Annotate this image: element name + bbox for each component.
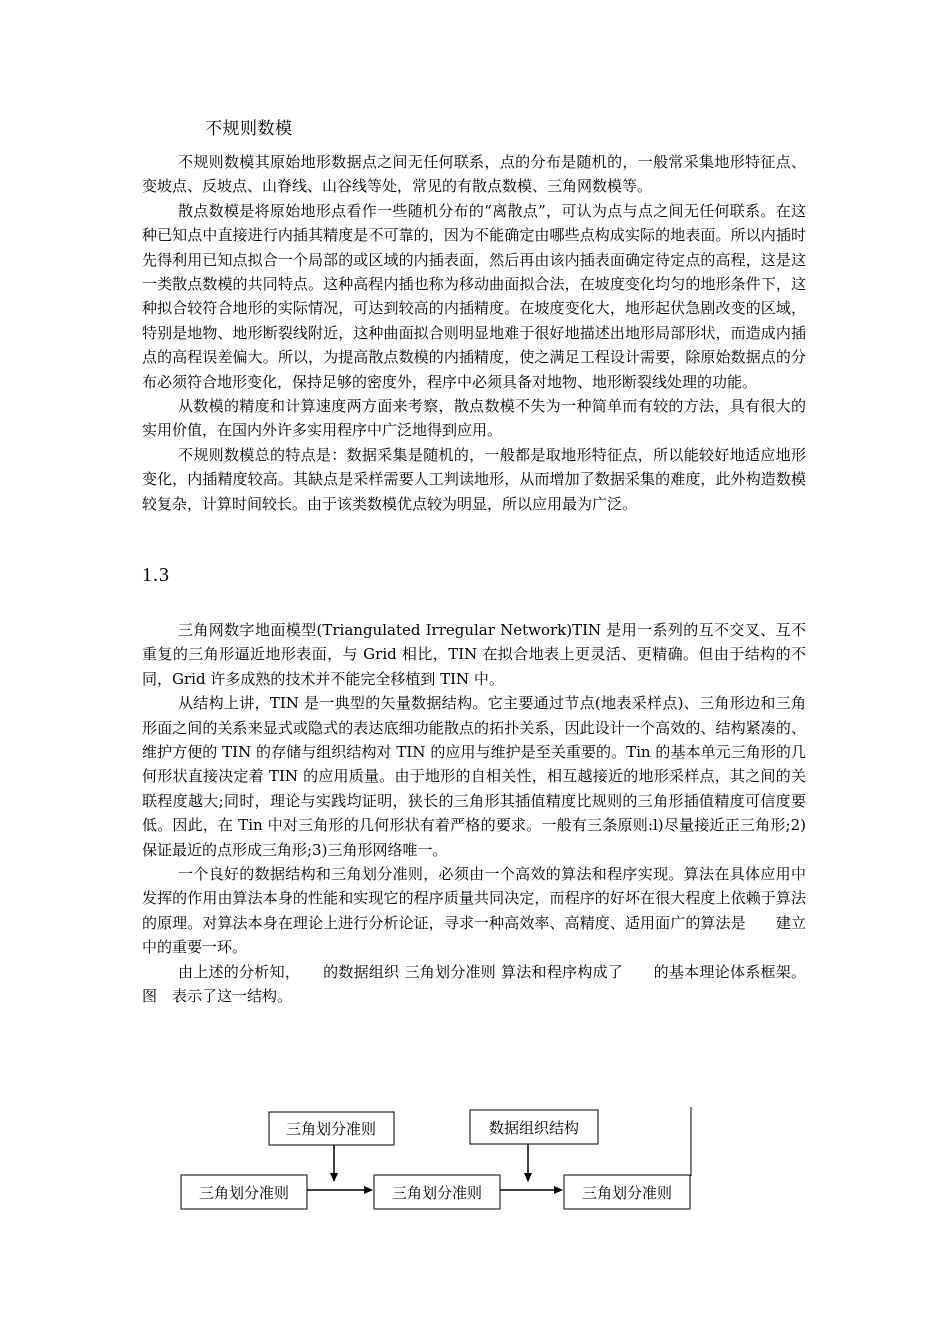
paragraph: 三角网数字地面模型(Triangulated Irregular Network)TIN 是用一系列的互不交叉、互不重复的三角形逼近地形表面，与 Grid 相比，TIN 在拟合地表上更灵活、更精确。但由于结构的不同，Grid 许多成熟的技术并不能完全移植到 TIN 中。 [142,621,806,688]
section-number: 1.3 [142,564,170,586]
box-bottom-left-label: 三角划分准则 [198,1184,290,1202]
box-top-left-label: 三角划分准则 [285,1120,377,1138]
paragraph: 散点数模是将原始地形点看作一些随机分布的“离散点”，可认为点与点之间无任何联系。在这种已知点中直接进行内插其精度是不可靠的，因为不能确定由哪些点构成实际的地表面。所以内插时先得利用已知点拟合一个局部的或区域的内插表面，然后再由该内插表面确定待定点的高程，这是这一类散点数模的共同特点。这种高程内插也称为移动曲面拟合法，在坡度变化均匀的地形条件下，这种拟合较符合地形的实际情况，可达到较高的内插精度。在坡度变化大，地形起伏急剧改变的区域，特别是地物、地形断裂线附近，这种曲面拟合则明显地难于很好地描述出地形局部形状，而造成内插点的高程误差偏大。所以，为提高散点数模的内插精度，使之满足工程设计需要，除原始数据点的分布必须符合地形变化，保持足够的密度外，程序中必须具备对地物、地形断裂线处理的功能。 [142,201,806,391]
paragraph: 从数模的精度和计算速度两方面来考察，散点数模不失为一种简单而有较的方法，具有很大的实用价值，在国内外许多实用程序中广泛地得到应用。 [142,397,806,440]
paragraph: 不规则数模其原始地形数据点之间无任何联系，点的分布是随机的，一般常采集地形特征点、变坡点、反坡点、山脊线、山谷线等处，常见的有散点数模、三角网数模等。 [142,153,806,196]
box-bottom-middle-label: 三角划分准则 [391,1184,483,1202]
paragraph: 不规则数模总的特点是：数据采集是随机的，一般都是取地形特征点，所以能较好地适应地形变化，内插精度较高。其缺点是采样需要人工判读地形，从而增加了数据采集的难度，此外构造数模较复杂，计算时间较长。由于该类数模优点较为明显，所以应用最为广泛。 [142,445,806,513]
section-heading: 不规则数模 [205,119,293,139]
paragraph: 一个良好的数据结构和三角划分准则，必须由一个高效的算法和程序实现。算法在具体应用中发挥的作用由算法本身的性能和实现它的程序质量共同决定，而程序的好坏在很大程度上依赖于算法的原理。对算法本身在理论上进行分析论证，寻求一种高效率、高精度、适用面广的算法是 建立中的重要一环。 [142,865,806,957]
box-bottom-right-label: 三角划分准则 [581,1184,673,1202]
box-top-right-label: 数据组织结构 [488,1119,580,1137]
paragraph: 由上述的分析知， 的数据组织 三角划分准则 算法和程序构成了 的基本理论体系框架。图 表示了这一结构。 [142,962,806,1006]
paragraph: 从结构上讲，TIN 是一典型的矢量数据结构。它主要通过节点(地表采样点)、三角形边和三角形面之间的关系来显式或隐式的表达底细功能散点的拓扑关系，因此设计一个高效的、结构紧凑的、维护方便的 TIN 的存储与组织结构对 TIN 的应用与维护是至关重要的。Tin 的基本单元三角形的几何形状直接决定着 TIN 的应用质量。由于地形的自相关性，相互越接近的地形采样点，其之间的关联程度越大;同时，理论与实践均证明，狭长的三角形其插值精度比规则的三角形插值精度可信度要低。因此，在 Tin 中对三角形的几何形状有着严格的要求。一般有三条原则:l)尽量接近正三角形;2)保证最近的点形成三角形;3)三角形网络唯一。 [142,694,806,859]
